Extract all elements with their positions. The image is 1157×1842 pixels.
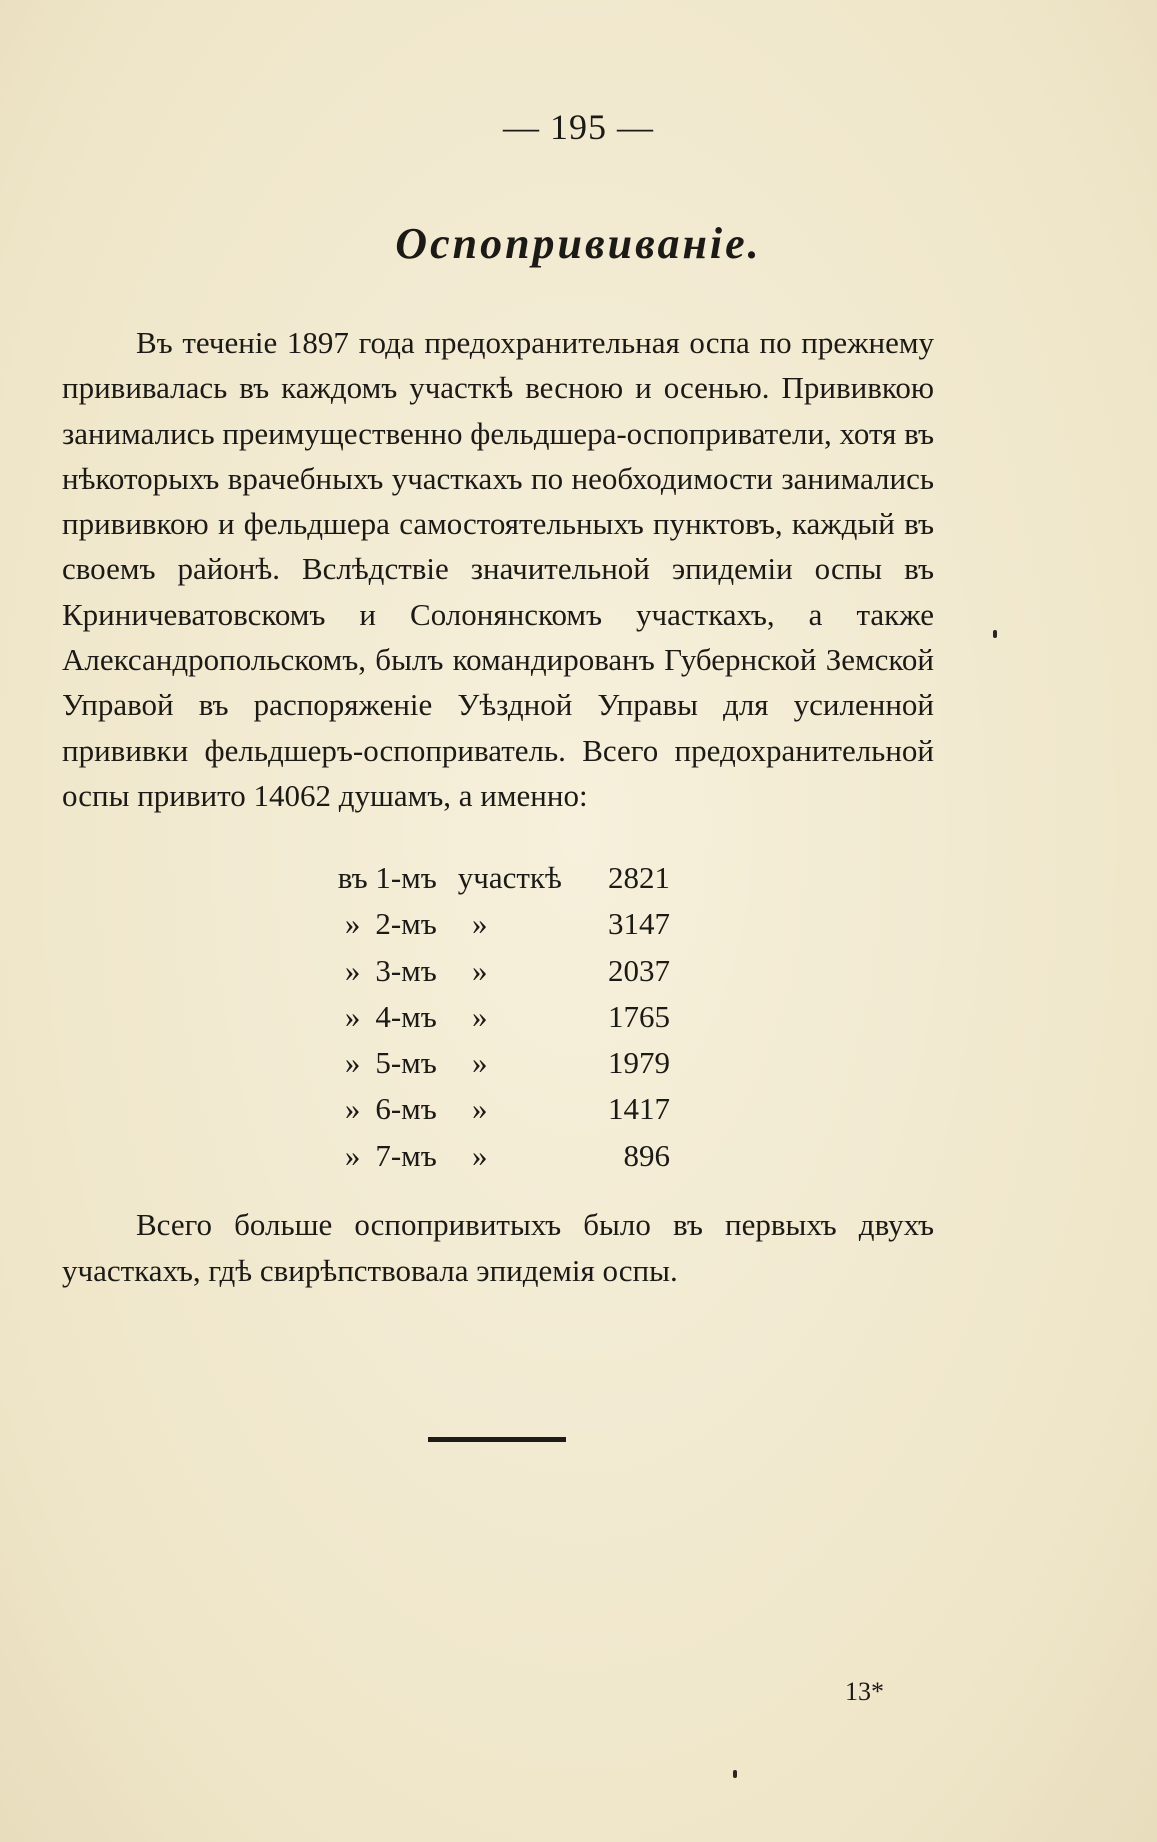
body-paragraph: Въ теченіе 1897 года предохранительная оспа по прежнему прививалась въ каждомъ участкѣ весною и осенью. Прививкою занимались преимущественно фельдшера-оспоприватели, хотя въ нѣкоторыхъ врачебныхъ участкахъ по необходимости занимались прививкою и фельдшера самостоятельныхъ пунктовъ, каждый въ своемъ районѣ. Вслѣдствіе значительной эпидеміи оспы въ Криничеватовскомъ и Солонянскомъ участкахъ, а также Александропольскомъ, былъ командированъ Губернской Земской Управой въ распоряженіе Уѣздной Управы для усиленной прививки фельдшеръ-оспоприватель. Всего предохранительной оспы привито 14062 душамъ, а именно: [62, 325, 934, 813]
tally-ditto: » [472, 1045, 488, 1081]
tally-ordinal: 3-мъ [375, 952, 437, 988]
tally-ditto: » [344, 906, 361, 942]
tally-prefix: въ [337, 860, 368, 895]
tally-value: 2037 [608, 952, 670, 988]
tally-row [330, 901, 670, 947]
tally-value: 3147 [608, 906, 670, 942]
tally-value: 1765 [608, 998, 670, 1034]
tally-row [330, 855, 670, 901]
tally-row [330, 994, 670, 1040]
section-heading: Оспопрививаніе. [395, 219, 762, 268]
tally-value: 2821 [608, 860, 670, 895]
tally-ditto: » [472, 906, 488, 942]
ink-speck [993, 630, 997, 638]
tally-ditto: » [344, 952, 361, 988]
page-number: — 195 — [503, 107, 654, 147]
tally-ordinal: 2-мъ [375, 906, 437, 942]
tally-ditto: » [344, 1091, 361, 1127]
tally-ordinal: 1-мъ [375, 860, 437, 895]
tally-word: участкѣ [457, 860, 562, 895]
tally-ordinal: 4-мъ [375, 998, 437, 1034]
tally-value: 896 [623, 1137, 670, 1173]
conclusion-paragraph: Всего больше оспопривитыхъ было въ первыхъ двухъ участкахъ, гдѣ свирѣпствовала эпидемія оспы. [62, 1207, 934, 1288]
tally-row [330, 1086, 670, 1132]
tally-value: 1979 [608, 1045, 670, 1081]
tally-ditto: » [472, 1137, 488, 1173]
tally-ditto: » [344, 1137, 361, 1173]
tally-ditto: » [472, 998, 488, 1034]
tally-ordinal: 7-мъ [375, 1137, 437, 1173]
section-divider [428, 1437, 566, 1442]
tally-ditto: » [344, 1045, 361, 1081]
tally-row [330, 948, 670, 994]
tally-ditto: » [472, 1091, 488, 1127]
ink-speck [733, 1770, 737, 1778]
tally-ordinal: 5-мъ [375, 1045, 437, 1081]
tally-ditto: » [344, 998, 361, 1034]
signature-mark: 13* [845, 1677, 884, 1706]
tally-row [330, 1133, 670, 1179]
tally-ordinal: 6-мъ [375, 1091, 437, 1127]
tally-value: 1417 [608, 1091, 670, 1127]
tally-row [330, 1040, 670, 1086]
tally-ditto: » [472, 952, 488, 988]
vaccination-tally-table [330, 855, 670, 1179]
